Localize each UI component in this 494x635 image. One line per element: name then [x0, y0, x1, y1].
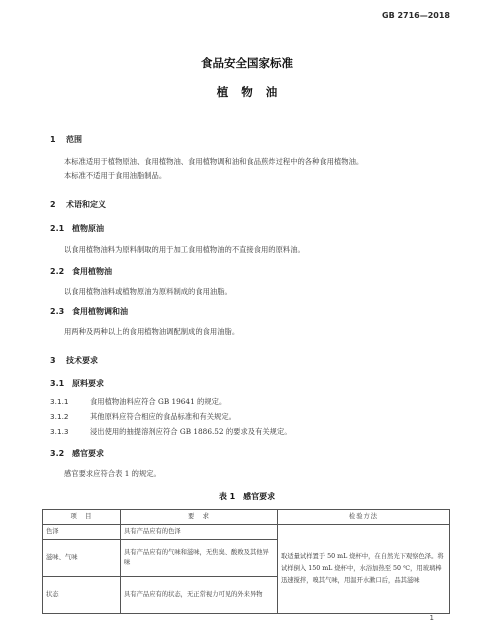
- section-number: 2.1: [50, 224, 65, 233]
- section-1-heading: [50, 134, 82, 145]
- section-2-heading: [50, 199, 106, 210]
- section-2-2-text: 以食用植物油料或植物原油为原料制成的食用油脂。: [64, 287, 232, 296]
- method-cell: 取适量试样置于 50 mL 烧杯中，在自然光下观察色泽。将试样倒入 150 mL 烧杯中，水浴加热至 50 ℃，用玻璃棒迅速搅拌，嗅其气味，用温开水漱口后，品其滋味: [278, 525, 450, 614]
- requirement-cell: 具有产品应有的气味和滋味，无焦臭、酸败及其他异味: [121, 540, 278, 577]
- section-title: 食用植物油: [72, 267, 112, 276]
- clause-number: 3.1.2: [50, 412, 69, 421]
- clause-text: 其他原料应符合相应的食品标准和有关规定。: [90, 412, 236, 421]
- clause-number: 3.1.1: [50, 397, 69, 406]
- clause-text: 食用植物油料应符合 GB 19641 的规定。: [90, 397, 227, 406]
- clause-3-1-1: [50, 397, 226, 407]
- requirement-cell: 具有产品应有的状态，无正常视力可见的外来异物: [121, 577, 278, 614]
- section-number: 3.2: [50, 449, 65, 458]
- section-number: 2: [50, 200, 56, 209]
- section-title: 术语和定义: [66, 200, 106, 209]
- section-title: 范围: [66, 135, 82, 144]
- section-1-paragraph-2: 本标准不适用于食用油脂制品。: [64, 171, 167, 180]
- column-header-requirement: 要 求: [121, 510, 278, 525]
- section-2-3-heading: [50, 306, 128, 317]
- column-header-item: 项 目: [43, 510, 121, 525]
- requirement-cell: 具有产品应有的色泽: [121, 525, 278, 540]
- section-number: 3: [50, 356, 56, 365]
- section-3-heading: [50, 355, 98, 366]
- table-caption: 表 1 感官要求: [218, 492, 276, 501]
- section-3-1-heading: [50, 378, 104, 389]
- document-title: 食品安全国家标准: [201, 56, 293, 70]
- item-cell: 滋味、气味: [43, 540, 121, 577]
- table-header-row: [43, 510, 450, 525]
- page-number: 1: [429, 614, 434, 622]
- section-number: 1: [50, 135, 56, 144]
- section-number: 3.1: [50, 379, 65, 388]
- section-title: 技术要求: [66, 356, 98, 365]
- section-1-paragraph-1: 本标准适用于植物原油、食用植物油、食用植物调和油和食品煎炸过程中的各种食用植物油。: [64, 157, 364, 166]
- section-number: 2.2: [50, 267, 65, 276]
- table-row: [43, 525, 450, 540]
- section-title: 感官要求: [72, 449, 104, 458]
- section-title: 食用植物调和油: [72, 307, 128, 316]
- section-number: 2.3: [50, 307, 65, 316]
- section-2-2-heading: [50, 266, 112, 277]
- column-header-method: 检验方法: [278, 510, 450, 525]
- document-subtitle: 植物油: [216, 85, 291, 99]
- clause-text: 浸出使用的抽提溶剂应符合 GB 1886.52 的要求及有关规定。: [90, 427, 292, 436]
- section-2-3-text: 用两种及两种以上的食用植物油调配制成的食用油脂。: [64, 327, 240, 336]
- clause-3-1-3: [50, 427, 292, 437]
- section-title: 植物原油: [72, 224, 104, 233]
- section-2-1-text: 以食用植物油料为原料制取的用于加工食用植物油的不直接食用的原料油。: [64, 245, 305, 254]
- section-3-2-text: 感官要求应符合表 1 的规定。: [64, 469, 161, 478]
- clause-3-1-2: [50, 412, 236, 422]
- section-3-2-heading: [50, 448, 104, 459]
- item-cell: 状态: [43, 577, 121, 614]
- sensory-requirements-table: [42, 509, 450, 614]
- section-title: 原料要求: [72, 379, 104, 388]
- standard-code: GB 2716—2018: [382, 11, 450, 20]
- section-2-1-heading: [50, 223, 104, 234]
- clause-number: 3.1.3: [50, 427, 69, 436]
- item-cell: 色泽: [43, 525, 121, 540]
